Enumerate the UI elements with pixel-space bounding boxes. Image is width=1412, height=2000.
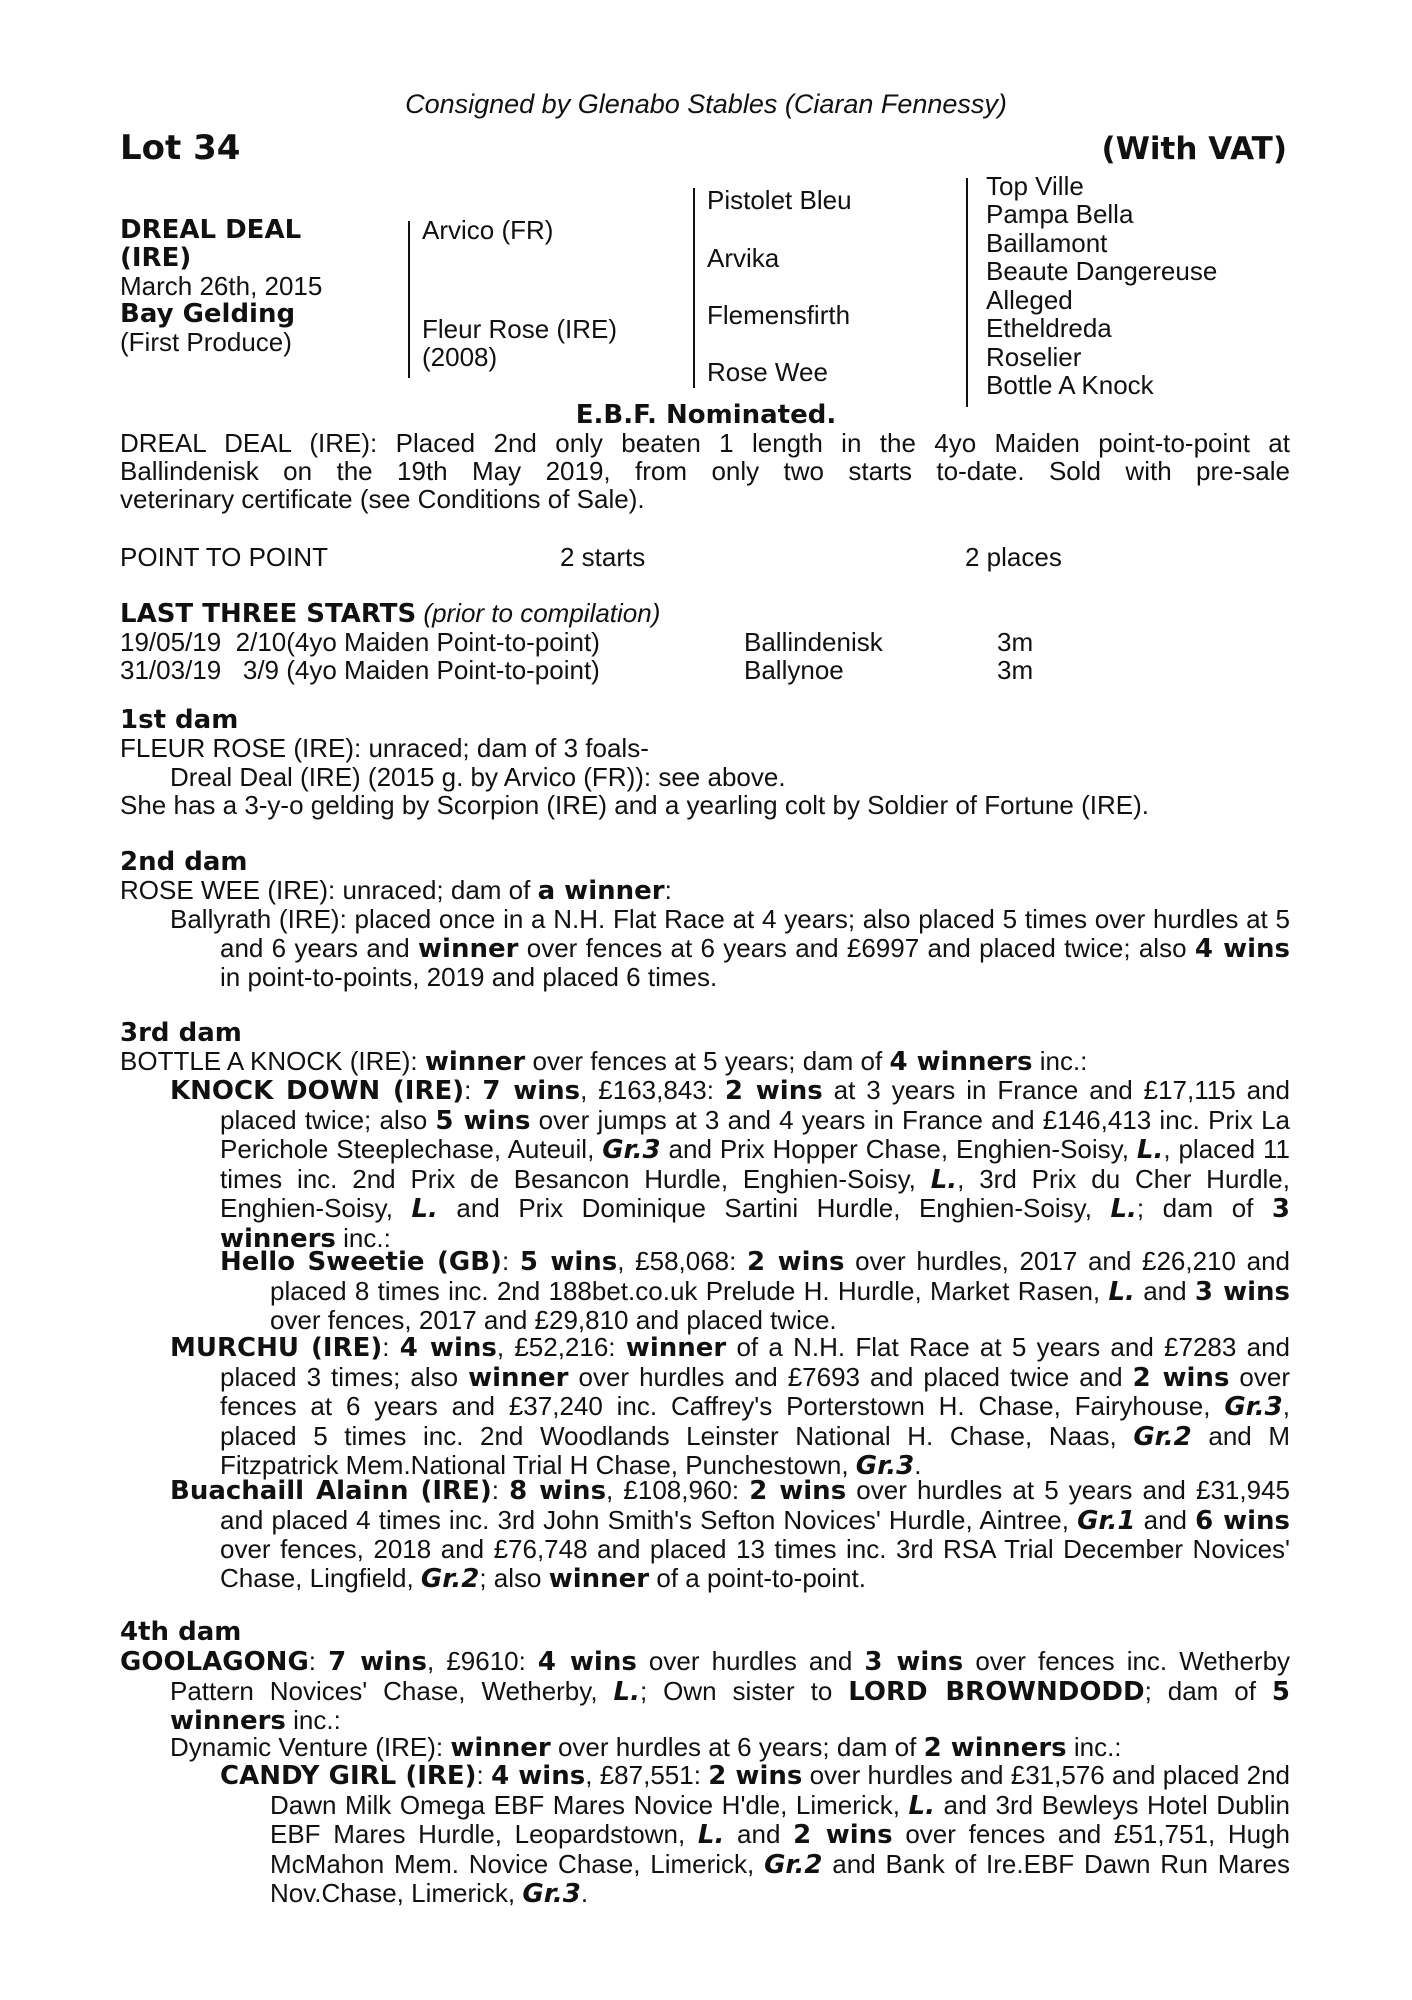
dynamic-venture-bold-2: 2 winners [923, 1733, 1067, 1763]
goolagong-w2: 4 wins [537, 1647, 637, 1677]
granddam-maternal: Rose Wee [707, 357, 828, 387]
granddam-paternal: Arvika [707, 243, 780, 273]
hello-sweetie-name: Hello Sweetie (GB) [220, 1247, 502, 1277]
knock-down-t6: , placed 11 times inc. 2nd Prix de Besancon Hurdle, Enghien-Soisy, [220, 1134, 1290, 1194]
dam3-intro [120, 1047, 1087, 1077]
ancestor-3: Baillamont [986, 228, 1108, 258]
ancestor-1: Top Ville [986, 171, 1084, 201]
murchu-t8: . [914, 1450, 922, 1480]
foaling-date: March 26th, 2015 [120, 271, 323, 301]
dam2-heading: 2nd dam [120, 847, 248, 877]
hello-sweetie-w1: 5 wins [519, 1247, 618, 1277]
knock-down-entry [120, 1076, 1290, 1253]
murchu-t7: and M Fitzpatrick Mem.National Trial H Chase, Punchestown, [220, 1420, 1290, 1480]
buachaill-t7: of a point-to-point. [649, 1562, 866, 1593]
knock-down-t3: at 3 years in France and £17,115 and placed twice; also [220, 1075, 1291, 1135]
ancestor-5: Alleged [986, 285, 1073, 315]
murchu-t5: over fences at 6 years and £37,240 inc. Caffrey's Porterstown H. Chase, Fairyhouse, [220, 1361, 1290, 1421]
murchu-w3: winner [468, 1362, 569, 1393]
summary-line-1: DREAL DEAL (IRE): Placed 2nd only beaten 1 length in the 4yo Maiden point-to-point at [120, 428, 1290, 458]
murchu-t1: : [382, 1332, 400, 1362]
knock-down-w1: 7 wins [482, 1076, 581, 1106]
dam2-intro-end: : [664, 875, 672, 905]
dam1-heading: 1st dam [120, 705, 239, 735]
buachaill-t5: over fences, 2018 and £76,748 and placed 13 times inc. 3rd RSA Trial December Novices' Chase, Lingfield, [220, 1534, 1290, 1593]
candy-girl-grade-4: Gr.3 [522, 1879, 581, 1909]
murchu-t4: over hurdles and £7693 and placed twice and [568, 1361, 1133, 1392]
summary-line-3: veterinary certificate (see Conditions of Sale). [120, 484, 645, 514]
buachaill-w1: 8 wins [509, 1476, 607, 1506]
hello-sweetie-w2: 2 wins [747, 1247, 845, 1277]
summary-line-2: Ballindenisk on the 19th May 2019, from only two starts to-date. Sold with pre-sale [120, 456, 1290, 486]
dam3-intro-bold-1: winner [424, 1047, 526, 1077]
ballyrath-entry [120, 905, 1290, 992]
start-2-race: 31/03/19 3/9 (4yo Maiden Point-to-point) [120, 655, 600, 685]
goolagong-t5: ; Own sister to [639, 1675, 849, 1706]
consignor-line: Consigned by Glenabo Stables (Ciaran Fennessy) [405, 89, 1007, 119]
hello-sweetie-w3: 3 wins [1194, 1276, 1291, 1307]
hello-sweetie-t1: : [501, 1246, 520, 1276]
knock-down-grade-4: L. [411, 1194, 438, 1224]
dam3-intro-end: inc.: [1032, 1046, 1088, 1076]
dam4-heading: 4th dam [120, 1617, 242, 1647]
murchu-w2: winner [625, 1333, 727, 1363]
dynamic-venture-text: over hurdles at 6 years; dam of [550, 1732, 924, 1762]
ballyrath-text-2: over fences at 6 years and £6997 and placed twice; also [518, 932, 1195, 963]
ballyrath-text-1: Ballyrath (IRE): placed once in a N.H. Flat Race at 4 years; also placed 5 times over hurdles at 5 and 6 years and [170, 904, 1290, 963]
knock-down-t7: , 3rd Prix du Cher Hurdle, Enghien-Soisy, [220, 1163, 1290, 1223]
candy-girl-t2: , £87,551: [585, 1760, 709, 1790]
buachaill-w2: 2 wins [749, 1476, 847, 1506]
knock-down-w3: 5 wins [435, 1105, 531, 1136]
dynamic-venture-bold-1: winner [450, 1733, 551, 1763]
buachaill-grade-2: Gr.2 [420, 1563, 480, 1594]
grandsire-maternal: Flemensfirth [707, 300, 851, 330]
ebf-nominated: E.B.F. Nominated. [575, 400, 837, 430]
murchu-name: MURCHU (IRE) [170, 1333, 383, 1363]
knock-down-t8: and Prix Dominique Sartini Hurdle, Enghien-Soisy, [437, 1193, 1111, 1223]
knock-down-t2: , £163,843: [580, 1075, 725, 1105]
buachaill-t4: and [1135, 1504, 1196, 1535]
hello-sweetie-t5: over fences, 2017 and £29,810 and placed twice. [270, 1305, 837, 1335]
goolagong-name: GOOLAGONG [120, 1647, 309, 1677]
murchu-entry [120, 1333, 1290, 1481]
dam-year: (2008) [422, 342, 498, 372]
lot-number: Lot 34 [120, 128, 241, 168]
goolagong-t4: over fences inc. Wetherby Pattern Novices' Chase, Wetherby, [170, 1646, 1291, 1706]
produce-note: (First Produce) [120, 327, 292, 357]
dam1-line-3: She has a 3-y-o gelding by Scorpion (IRE) and a yearling colt by Soldier of Fortune (IRE). [120, 790, 1149, 820]
start-2-distance: 3m [997, 655, 1034, 685]
dam2-intro [120, 876, 672, 906]
knock-down-grade-1: Gr.3 [602, 1135, 661, 1165]
hello-sweetie-t3: over hurdles, 2017 and £26,210 and placed 8 times inc. 2nd 188bet.co.uk Prelude H. Hurdle, Market Rasen, [270, 1246, 1290, 1306]
murchu-grade-1: Gr.3 [1224, 1392, 1283, 1422]
candy-girl-t1: : [476, 1760, 492, 1790]
candy-girl-t4: and 3rd Bewleys Hotel Dublin EBF Mares Hurdle, Leopardstown, [270, 1789, 1291, 1849]
knock-down-t10: inc.: [335, 1222, 391, 1253]
pedigree-bracket-2 [693, 188, 695, 388]
candy-girl-t8: . [580, 1878, 589, 1908]
knock-down-w4: 3 winners [220, 1194, 1291, 1254]
ballyrath-text-3: in point-to-points, 2019 and placed 6 times. [220, 962, 718, 992]
last-starts-note: (prior to compilation) [423, 598, 661, 628]
murchu-t6: , placed 5 times inc. 2nd Woodlands Leinster National H. Chase, Naas, [220, 1391, 1290, 1451]
knock-down-grade-3: L. [930, 1164, 958, 1195]
goolagong-entry [120, 1647, 1290, 1736]
candy-girl-grade-3: Gr.2 [764, 1849, 823, 1880]
record-places: 2 places [965, 542, 1062, 572]
dynamic-venture-entry [170, 1733, 1122, 1763]
goolagong-w3: 3 wins [864, 1647, 964, 1677]
dam1-line-1: FLEUR ROSE (IRE): unraced; dam of 3 foals- [120, 733, 649, 763]
dam2-intro-text: ROSE WEE (IRE): unraced; dam of [120, 875, 538, 905]
knock-down-grade-2: L. [1136, 1135, 1164, 1165]
knock-down-w2: 2 wins [724, 1076, 823, 1106]
dam3-heading: 3rd dam [120, 1018, 242, 1048]
grandsire-paternal: Pistolet Bleu [707, 185, 852, 215]
record-starts: 2 starts [560, 542, 646, 572]
candy-girl-t3: over hurdles and £31,576 and placed 2nd Dawn Milk Omega EBF Mares Novice H'dle, Limerick, [270, 1760, 1290, 1820]
buachaill-t1: : [491, 1475, 510, 1505]
goolagong-sister: LORD BROWNDODD [848, 1676, 1145, 1707]
candy-girl-t7: and Bank of Ire.EBF Dawn Run Mares Nov.Chase, Limerick, [270, 1848, 1291, 1908]
knock-down-t5: and Prix Hopper Chase, Enghien-Soisy, [660, 1134, 1137, 1164]
hello-sweetie-grade-1: L. [1108, 1276, 1135, 1307]
horse-colour-sex: Bay Gelding [120, 299, 296, 329]
dynamic-venture-name: Dynamic Venture (IRE): [170, 1732, 451, 1762]
goolagong-grade-1: L. [613, 1676, 640, 1707]
hello-sweetie-t4: and [1134, 1275, 1195, 1306]
candy-girl-w2: 2 wins [708, 1761, 803, 1791]
candy-girl-entry [120, 1761, 1290, 1909]
knock-down-t9: ; dam of [1136, 1193, 1272, 1223]
goolagong-t3: over hurdles and [636, 1646, 865, 1676]
murchu-t2: , £52,216: [496, 1332, 626, 1362]
knock-down-t4: over jumps at 3 and 4 years in France and £146,413 inc. Prix La Perichole Steeplechase, Auteuil, [220, 1104, 1290, 1164]
murchu-w1: 4 wins [399, 1333, 497, 1363]
sire: Arvico (FR) [422, 215, 554, 245]
goolagong-t1: : [308, 1646, 329, 1676]
dynamic-venture-end: inc.: [1066, 1732, 1122, 1762]
buachaill-t6: ; also [479, 1562, 549, 1593]
last-starts-heading-line [120, 599, 660, 629]
hello-sweetie-t2: , £58,068: [617, 1246, 748, 1276]
buachaill-w4: winner [548, 1563, 650, 1594]
last-starts-heading: LAST THREE STARTS [120, 599, 417, 629]
buachaill-alainn-entry [120, 1476, 1290, 1593]
goolagong-t2: , £9610: [427, 1646, 538, 1676]
dam: Fleur Rose (IRE) [422, 314, 618, 344]
goolagong-w1: 7 wins [328, 1647, 428, 1677]
start-1-race: 19/05/19 2/10(4yo Maiden Point-to-point) [120, 627, 600, 657]
start-2-venue: Ballynoe [744, 655, 844, 685]
ancestor-6: Etheldreda [986, 313, 1112, 343]
hello-sweetie-entry [120, 1247, 1290, 1335]
candy-girl-grade-1: L. [908, 1790, 935, 1821]
candy-girl-name: CANDY GIRL (IRE) [220, 1761, 477, 1791]
buachaill-w3: 6 wins [1195, 1505, 1291, 1536]
vat-status: (With VAT) [1101, 131, 1287, 167]
horse-suffix: (IRE) [120, 243, 192, 273]
buachaill-grade-1: Gr.1 [1077, 1505, 1136, 1536]
start-1-distance: 3m [997, 627, 1034, 657]
candy-girl-t5: and [724, 1819, 794, 1849]
knock-down-name: KNOCK DOWN (IRE) [170, 1076, 465, 1106]
candy-girl-t6: over fences and £51,751, Hugh McMahon Mem. Novice Chase, Limerick, [270, 1819, 1291, 1879]
goolagong-t6: ; dam of [1144, 1675, 1272, 1706]
murchu-t3: of a N.H. Flat Race at 5 years and £7283 and placed 3 times; also [220, 1332, 1290, 1392]
ballyrath-bold-1: winner [418, 933, 519, 964]
murchu-grade-2: Gr.2 [1133, 1421, 1192, 1452]
goolagong-w4: 5 winners [170, 1676, 1291, 1736]
ancestor-4: Beaute Dangereuse [986, 256, 1218, 286]
dam3-intro-text: BOTTLE A KNOCK (IRE): [120, 1046, 425, 1076]
knock-down-grade-5: L. [1110, 1194, 1137, 1224]
candy-girl-w3: 2 wins [793, 1820, 893, 1850]
knock-down-t1: : [464, 1075, 483, 1105]
horse-name: DREAL DEAL [120, 215, 302, 245]
pedigree-bracket-3 [966, 178, 968, 407]
murchu-w4: 2 wins [1132, 1362, 1230, 1393]
goolagong-t7: inc.: [285, 1705, 341, 1735]
ancestor-7: Roselier [986, 342, 1082, 372]
record-label: POINT TO POINT [120, 542, 329, 572]
dam3-intro-bold-2: 4 winners [889, 1047, 1033, 1077]
ancestor-2: Pampa Bella [986, 199, 1134, 229]
ballyrath-bold-2: 4 wins [1194, 933, 1291, 964]
dam3-intro-text-2: over fences at 5 years; dam of [525, 1046, 890, 1076]
candy-girl-grade-2: L. [697, 1820, 725, 1850]
murchu-grade-3: Gr.3 [855, 1451, 915, 1481]
ancestor-8: Bottle A Knock [986, 370, 1154, 400]
pedigree-bracket-1 [408, 221, 410, 378]
buachaill-t3: over hurdles at 5 years and £31,945 and placed 4 times inc. 3rd John Smith's Sefton Novices' Hurdle, Aintree, [220, 1475, 1290, 1535]
buachaill-name: Buachaill Alainn (IRE) [170, 1476, 492, 1506]
candy-girl-w1: 4 wins [491, 1761, 586, 1791]
start-1-venue: Ballindenisk [744, 627, 883, 657]
dam2-intro-bold: a winner [537, 876, 665, 906]
dam1-line-2: Dreal Deal (IRE) (2015 g. by Arvico (FR)): see above. [170, 762, 786, 792]
buachaill-t2: , £108,960: [606, 1475, 750, 1505]
